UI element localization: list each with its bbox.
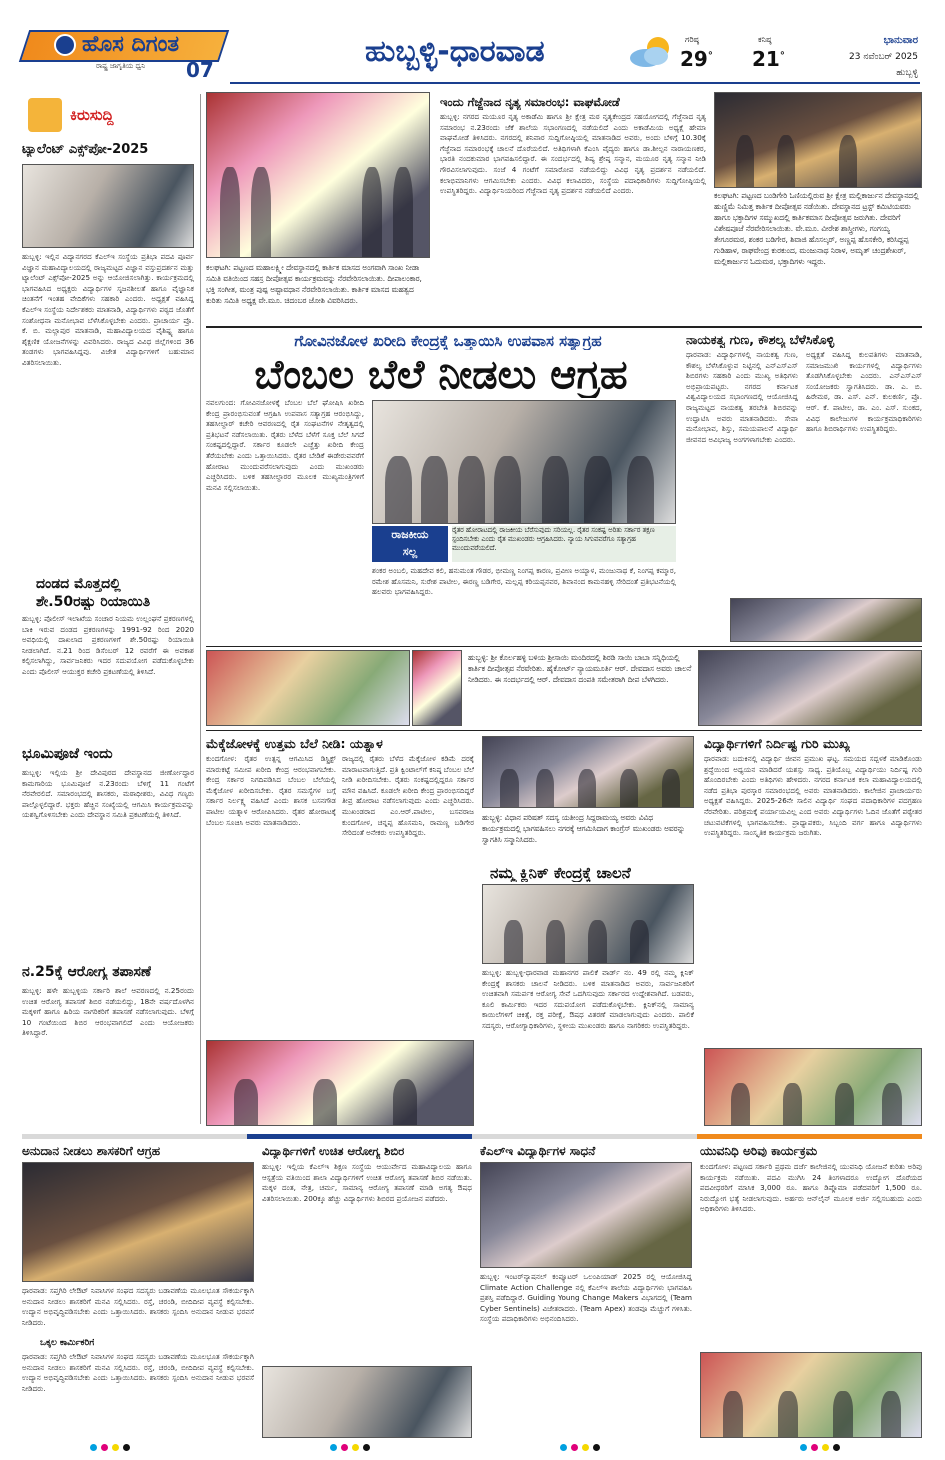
leadership-body-2: ಅಧ್ಯಕ್ಷತೆ ವಹಿಸಿದ್ದ ಕುಲಪತಿಗಳು ಮಾತನಾಡಿ, ಸಮಾಜಮುಖಿ ಕಾರ್ಯಗಳಲ್ಲಿ ವಿದ್ಯಾರ್ಥಿಗಳು ತೊಡಗಿಸಿಕೊಳ್ಳಬೇಕು ಎಂದರು. ಎನ್‌ಎಸ್‌ಎಸ್ ಸಂಯೋಜಕರು ಸ್ವಾಗತಿಸಿದರು. ಡಾ. ಎ. ಬಿ. ಹಿರೇಮಠ, ಡಾ. ಎಸ್. ಎನ್. ಕುಲಕರ್ಣಿ, ಪ್ರೊ. ಆರ್. ಕೆ. ಪಾಟೀಲ, ಡಾ. ಎಂ. ಎಸ್. ಸುಂಕದ, ವಿವಿಧ ಕಾಲೇಜುಗಳ ಕಾರ್ಯಕ್ರಮಾಧಿಕಾರಿಗಳು ಹಾಗೂ ಶಿಬಿರಾರ್ಥಿಗಳು ಉಪಸ್ಥಿತರಿದ್ದರು. (806, 350, 922, 434)
leadership-body-1: ಧಾರವಾಡ: ವಿದ್ಯಾರ್ಥಿಗಳಲ್ಲಿ ನಾಯಕತ್ವ ಗುಣ, ಕೌಶಲ್ಯ ಬೆಳೆಸಿಕೊಳ್ಳುವ ನಿಟ್ಟಿನಲ್ಲಿ ಎನ್‌ಎಸ್‌ಎಸ್ ಶಿಬಿರಗಳು ಸಹಕಾರಿ ಎಂದು ಮುಖ್ಯ ಅತಿಥಿಗಳು ಅಭಿಪ್ರಾಯಪಟ್ಟರು. ನಗರದ ಕರ್ನಾಟಕ ವಿಶ್ವವಿದ್ಯಾಲಯದ ಸಭಾಂಗಣದಲ್ಲಿ ಆಯೋಜಿಸಿದ್ದ ರಾಜ್ಯಮಟ್ಟದ ನಾಯಕತ್ವ ತರಬೇತಿ ಶಿಬಿರವನ್ನು ಉದ್ಘಾಟಿಸಿ ಅವರು ಮಾತನಾಡಿದರು. ಸೇವಾ ಮನೋಭಾವ, ಶಿಸ್ತು, ಸಮಯಪಾಲನೆ ವಿದ್ಯಾರ್ಥಿ ಜೀವನದ ಅವಿಭಾಜ್ಯ ಅಂಗಗಳಾಗಬೇಕು ಎಂದರು. (686, 350, 798, 444)
min-temp (752, 47, 785, 71)
brief-3-title: ಭೂಮಿಪೂಜೆ ಇಂದು (22, 746, 113, 762)
welcome-caption: ಹುಬ್ಬಳ್ಳಿ: ವಿಧಾನ ಪರಿಷತ್ ಸದಸ್ಯ ಯತೀಂದ್ರ ಸಿದ್ದರಾಮಯ್ಯ ಅವರು ವಿವಿಧ ಕಾರ್ಯಕ್ರಮದಲ್ಲಿ ಭಾಗವಹಿಸಲು ನಗರಕ್ಕೆ ಆಗಮಿಸಿದಾಗ ಕಾಂಗ್ರೆಸ್ ಮುಖಂಡರು ಅವರನ್ನು ಸ್ವಾಗತಿಸಿ ಸನ್ಮಾನಿಸಿದರು. (482, 812, 694, 858)
maize-body-1: ಕುಂದಗೋಳ: ರೈತರ ಉತ್ಪನ್ನ ಆಗಮಿಸಿದ ಡಿಸ್ಟ್ರಿಕ್ಟ್ ಮಾರುಕಟ್ಟೆ ಸಮೀಪ ಖರೀದಿ ಕೇಂದ್ರ ಆರಂಭವಾಗಬೇಕು. ಕೇಂದ್ರ ಸರ್ಕಾರ ನಿಗದಿಪಡಿಸಿದ ಬೆಂಬಲ ಬೆಲೆಯಲ್ಲಿ ಮೆಕ್ಕೆಜೋಳ ಖರೀದಿಸಬೇಕು. ರೈತರ ಸಮಸ್ಯೆಗಳ ಬಗ್ಗೆ ಸರ್ಕಾರ ನಿರ್ಲಕ್ಷ್ಯ ವಹಿಸಿದೆ ಎಂದು ಶಾಸಕ ಬಸನಗೌಡ ಪಾಟೀಲ ಯತ್ನಾಳ ಆರೋಪಿಸಿದರು. ರೈತರ ಹೋರಾಟಕ್ಕೆ ಬೆಂಬಲ ಸೂಚಿಸಿ ಅವರು ಮಾತನಾಡಿದರು. (206, 754, 336, 827)
clinic-title: ನಮ್ಮ ಕ್ಲಿನಿಕ್ ಕೇಂದ್ರಕ್ಕೆ ಚಾಲನೆ (490, 864, 631, 882)
city-name: ಹುಬ್ಬಳ್ಳಿ (896, 68, 918, 78)
temple-right-caption: ಕಲಘಟಗಿ: ಪಟ್ಟಣದ ಬಂಡಿಗೇರಿ ಓಣಿಯಲ್ಲಿರುವ ಶ್ರೀ ಕ್ಷೇತ್ರ ಮಲ್ಲಿಕಾರ್ಜುನ ದೇವಸ್ಥಾನದಲ್ಲಿ ಹುಣ್ಣಿಮೆ ನಿಮಿತ್ತ ಕಾರ್ತಿಕ ದೀಪೋತ್ಸವ ನಡೆಯಿತು. ದೇವಸ್ಥಾನದ ಟ್ರಸ್ಟ್ ಕಮಿಟಿಯವರು ಹಾಗೂ ಭಕ್ತಾದಿಗಳ ಸಮ್ಮುಖದಲ್ಲಿ ಕಾರ್ತಿಕಮಾಸ ದೀಪೋತ್ಸವ ಜರುಗಿತು. ದೇವರಿಗೆ ವಿಶೇಷಪೂಜೆ ನೆರವೇರಿಸಲಾಯಿತು. ವೇ.ಮೂ. ವೀರೇಶ ಶಾಸ್ತ್ರೀಗಳು, ಗಂಗಯ್ಯ ತೇಗೂರಮಠ, ಶಂಕರ ಬಡಿಗೇರ, ಶಿವಾಜಿ ಹೊಸಲ್ಕರ್, ಅಣ್ಣಪ್ಪ ಹೊಸಕೇರಿ, ಕರಿಸಿದ್ದಪ್ಪ ಗುಡಿಹಾಳ, ರಾಘವೇಂದ್ರ ಕುರಕುಂದ, ಮಂಜುನಾಥ ನಿರಾಳ, ಅಮೃತ್ ಚಂದ್ರಶೇಖರ್, ಮಲ್ಲಿಕಾರ್ಜುನ ಓದುಮಠ, ಭಕ್ತಾದಿಗಳು ಇದ್ದರು. (714, 190, 922, 324)
issue-date: 23 ನವೆಂಬರ್ 2025 (849, 52, 918, 62)
brief-1-title: ಟ್ಯಾಲೆಂಟ್ ಎಕ್ಸ್‌ಪೋ-2025 (22, 142, 149, 157)
leadership-photo (730, 598, 922, 642)
edition-title: ಹುಬ್ಬಳ್ಳಿ-ಧಾರವಾಡ (365, 34, 545, 69)
max-temp-degree: ° (707, 50, 713, 62)
yuvanidhi-title: ಯುವನಿಧಿ ಅರಿವು ಕಾರ್ಯಕ್ರಮ (700, 1144, 818, 1158)
section-label: ಕಿರುಸುದ್ದಿ (70, 106, 114, 124)
registration-marks-3 (560, 1444, 600, 1458)
maize-title: ಮೆಕ್ಕೆಜೋಳಕ್ಕೆ ಉತ್ತಮ ಬೆಲೆ ನೀಡಿ: ಯತ್ನಾಳ (206, 736, 383, 751)
sai-temple-caption: ಹುಬ್ಬಳ್ಳಿ: ಶ್ರೀ ಕೊರ್ಲಹಳ್ಳಿ ಬಳಿಯ ಶ್ರೀಸಾಯಿ ಮಂದಿರದಲ್ಲಿ ಶಿರಡಿ ಸಾಯಿ ಬಾಬಾ ಸನ್ನಿಧಿಯಲ್ಲಿ ಕಾರ್ತಿಕ ದೀಪೋತ್ಸವ ನೆರವೇರಿತು. ಹೈಕೋರ್ಟ್ ನ್ಯಾಯಮೂರ್ತಿ ಆರ್. ದೇವದಾಸ ಅವರು ಚಾಲನೆ ನೀಡಿದರು. ಈ ಸಂದರ್ಭದಲ್ಲಿ ಆರ್. ದೇವದಾಸ ದಂಪತಿ ಸಮೇತರಾಗಿ ದೀಪ ಬೆಳಗಿದರು. (468, 652, 692, 724)
brief-4-body: ಹುಬ್ಬಳ್ಳಿ: ಹಳೇ ಹುಬ್ಬಳ್ಳಿಯ ಸರ್ಕಾರಿ ಶಾಲೆ ಆವರಣದಲ್ಲಿ ನ.25ರಂದು ಉಚಿತ ಆರೋಗ್ಯ ತಪಾಸಣೆ ಶಿಬಿರ ನಡೆಯಲಿದ್ದು, 18ನೇ ವರ್ಷದೊಳಗಿನ ಮಕ್ಕಳಿಗೆ ಹಾಗೂ ಹಿರಿಯ ನಾಗರಿಕರಿಗೆ ತಪಾಸಣೆ ನಡೆಸಲಾಗುವುದು. ಬೆಳಿಗ್ಗೆ 10 ಗಂಟೆಯಿಂದ ಶಿಬಿರ ಆರಂಭವಾಗಲಿದೆ ಎಂದು ಆಯೋಜಕರು ತಿಳಿಸಿದ್ದಾರೆ. (22, 986, 194, 1038)
sun-cloud-icon (628, 34, 676, 70)
row-rule-2 (206, 646, 922, 647)
column-divider (200, 94, 201, 1124)
page-number: 07 (186, 58, 214, 82)
lead-photo-caption: ರೈತರ ಹೋರಾಟದಲ್ಲಿ ರಾಜಕೀಯ ಬೆರೆಸುವುದು ಸರಿಯಲ್ಲ. ರೈತರ ಸಂಕಷ್ಟ ಅರಿತು ಸರ್ಕಾರ ತಕ್ಷಣ ಸ್ಪಂದಿಸಬೇಕು ಎಂದು ರೈತ ಮುಖಂಡರು ಆಗ್ರಹಿಸಿದರು. ನ್ಯಾಯ ಸಿಗುವವರೆಗೂ ಸತ್ಯಾಗ್ರಹ ಮುಂದುವರೆಯಲಿದೆ. (452, 526, 676, 562)
kle-body: ಹುಬ್ಬಳ್ಳಿ: ಇಂಟರ್‌ನ್ಯಾಷನಲ್ ಕಂಪ್ಯೂಟರ್ ಒಲಂಪಿಯಾಡ್ 2025 ರಲ್ಲಿ ಆಯೋಜಿಸಿದ್ದ Climate Action Challenge ನಲ್ಲಿ ಕೆಎಲ್‌ಇ ಶಾಲೆಯ ವಿದ್ಯಾರ್ಥಿಗಳು ಭಾಗವಹಿಸಿ ಪ್ರಶಸ್ತಿ ಪಡೆದಿದ್ದಾರೆ. Guiding Young Change Makers ವಿಭಾಗದಲ್ಲಿ (Team Cyber Sentinels) ವಿಜೇತರಾದರು. (Team Apex) ತಂಡವೂ ಮೆಚ್ಚುಗೆ ಗಳಿಸಿತು. ಸಂಸ್ಥೆಯ ಪದಾಧಿಕಾರಿಗಳು ಅಭಿನಂದಿಸಿದರು. (480, 1272, 692, 1324)
registration-marks (90, 1444, 130, 1458)
min-temp-degree: ° (779, 50, 785, 62)
temple-left-caption: ಕಲಘಟಗಿ: ಪಟ್ಟಣದ ಮಹಾಲಕ್ಷ್ಮೀ ದೇವಸ್ಥಾನದಲ್ಲಿ ಕಾರ್ತಿಕ ಮಾಸದ ಅಂಗವಾಗಿ ಸಾಂಖ ನೀಡಾ ಸಮಿತಿ ವತಿಯಿಂದ ಸಹಸ್ರ ದೀಪೋತ್ಸವ ಕಾರ್ಯಕ್ರಮವನ್ನು ನೆರವೇರಿಸಲಾಯಿತು. ದೀಪಾಲಂಕಾರ, ಭಕ್ತಿ ಸಂಗೀತ, ಮಂತ್ರ ಪುಷ್ಪ ಅಷ್ಟಾವಧಾನ ನೆರವೇರಿಸಲಾಯಿತು. ಕಾರ್ತಿಕ ಮಾಸದ ಮಹತ್ವದ ಕುರಿತು ಸಮಿತಿ ಅಧ್ಯಕ್ಷ ವೇ.ಮೂ. ಚಿದಂಬರ ಜೋಶಿ ವಿವರಿಸಿದರು. (206, 262, 430, 324)
sai-temple-photo-3 (698, 650, 922, 726)
grant-subhead: ಒಕ್ಕಲ ಕಾರ್ಮಿಕರಿಗೆ (40, 1338, 95, 1348)
brand-name: ಹೊಸ ದಿಗಂತ (82, 32, 180, 57)
lead-kicker: ಗೋವಿನಜೋಳ ಖರೀದಿ ಕೇಂದ್ರಕ್ಕೆ ಒತ್ತಾಯಿಸಿ ಉಪವಾಸ ಸತ್ಯಾಗ್ರಹ (294, 332, 602, 350)
leadership-title: ನಾಯಕತ್ವ ಗುಣ, ಕೌಶಲ್ಯ ಬೆಳೆಸಿಕೊಳ್ಳಿ (686, 332, 835, 347)
sai-temple-photo-1 (206, 650, 410, 726)
goal-title: ವಿದ್ಯಾರ್ಥಿಗಳಿಗೆ ನಿರ್ದಿಷ್ಟ ಗುರಿ ಮುಖ್ಯ (704, 736, 850, 751)
brief-4-title: ನ.25ಕ್ಕೆ ಆರೋಗ್ಯ ತಪಾಸಣೆ (22, 964, 152, 980)
goal-photo (704, 1048, 922, 1126)
grant-photo (22, 1162, 254, 1282)
brief-2-title-line2: ಶೇ.50ರಷ್ಟು ರಿಯಾಯಿತಿ (36, 594, 151, 610)
kle-title: ಕೆಎಲ್‌ಇ ವಿದ್ಯಾರ್ಥಿಗಳ ಸಾಧನೆ (480, 1144, 596, 1158)
brief-2-title-line1: ದಂಡದ ಮೊತ್ತದಲ್ಲಿ (36, 576, 121, 592)
yuvanidhi-photo (700, 1352, 922, 1438)
health-camp-title: ವಿದ್ಯಾರ್ಥಿಗಳಿಗೆ ಉಚಿತ ಆರೋಗ್ಯ ಶಿಬಿರ (262, 1144, 405, 1158)
brand-tagline: ರಾಷ್ಟ್ರ ಜಾಗೃತಿಯ ಧ್ವನಿ (96, 62, 146, 70)
brief-1-photo (22, 164, 194, 248)
maize-photo (206, 1040, 474, 1126)
dance-story-title: ಇಂದು ಗೆಜ್ಜೆನಾದ ನೃತ್ಯ ಸಮಾರಂಭ: ವಾಘಮೋಡೆ (440, 95, 620, 109)
registration-marks-4 (800, 1444, 840, 1458)
temple-photo-right (714, 92, 922, 188)
welcome-photo (482, 736, 694, 808)
max-temp-value: 29 (680, 47, 708, 71)
min-temp-label: ಕನಿಷ್ಠ (758, 35, 772, 44)
lead-protest-photo (372, 400, 676, 524)
yuvanidhi-body: ಕುಂದಗೋಳ: ಪಟ್ಟಣದ ಸರ್ಕಾರಿ ಪ್ರಥಮ ದರ್ಜೆ ಕಾಲೇಜಿನಲ್ಲಿ ಯುವನಿಧಿ ಯೋಜನೆ ಕುರಿತು ಅರಿವು ಕಾರ್ಯಕ್ರಮ ನಡೆಯಿತು. ಪದವಿ ಮುಗಿಸಿ 24 ತಿಂಗಳಾದರೂ ಉದ್ಯೋಗ ದೊರೆಯದ ಪದವೀಧರರಿಗೆ ಮಾಸಿಕ 3,000 ರೂ. ಹಾಗೂ ಡಿಪ್ಲೊಮಾ ಪಡೆದವರಿಗೆ 1,500 ರೂ. ನಿರುದ್ಯೋಗ ಭತ್ಯೆ ನೀಡಲಾಗುವುದು. ಅರ್ಹರು ಆನ್‌ಲೈನ್ ಮೂಲಕ ಅರ್ಜಿ ಸಲ್ಲಿಸಬಹುದು ಎಂದು ಅಧಿಕಾರಿಗಳು ತಿಳಿಸಿದರು. (700, 1162, 922, 1214)
lead-body-1: ನವಲಗುಂದ: ಗೋವಿನಜೋಳಕ್ಕೆ ಬೆಂಬಲ ಬೆಲೆ ಘೋಷಿಸಿ ಖರೀದಿ ಕೇಂದ್ರ ಪ್ರಾರಂಭಿಸುವಂತೆ ಆಗ್ರಹಿಸಿ ಉಪವಾಸ ಸತ್ಯಾಗ್ರಹ ಆರಂಭಿಸಿದ್ದು, ತಹಸೀಲ್ದಾರ್ ಕಚೇರಿ ಆವರಣದಲ್ಲಿ ರೈತ ಸಂಘಟನೆಗಳ ನೇತೃತ್ವದಲ್ಲಿ ಪ್ರತಿಭಟನೆ ನಡೆಸಲಾಯಿತು. ರೈತರು ಬೆಳೆದ ಬೆಳೆಗೆ ಸೂಕ್ತ ಬೆಲೆ ಸಿಗದೆ ಸಂಕಷ್ಟದಲ್ಲಿದ್ದಾರೆ. ಸರ್ಕಾರ ಕೂಡಲೇ ಎಚ್ಚೆತ್ತು ಖರೀದಿ ಕೇಂದ್ರ ತೆರೆಯಬೇಕು ಎಂದು ಒತ್ತಾಯಿಸಿದರು. ರೈತರ ಬೇಡಿಕೆ ಈಡೇರುವವರೆಗೆ ಹೋರಾಟ ಮುಂದುವರೆಸಲಾಗುವುದು ಎಂದು ಮುಖಂಡರು ಎಚ್ಚರಿಸಿದರು. ಬಳಿಕ ತಹಸೀಲ್ದಾರರ ಮೂಲಕ ಮುಖ್ಯಮಂತ್ರಿಗಳಿಗೆ ಮನವಿ ಸಲ್ಲಿಸಲಾಯಿತು. (206, 398, 364, 492)
min-temp-value: 21 (752, 47, 780, 71)
registration-marks-2 (330, 1444, 370, 1458)
brand-logo-icon (54, 34, 76, 56)
politics-badge (372, 526, 448, 562)
kle-photo (480, 1162, 692, 1268)
clinic-body: ಹುಬ್ಬಳ್ಳಿ: ಹುಬ್ಬಳ್ಳಿ-ಧಾರವಾಡ ಮಹಾನಗರ ಪಾಲಿಕೆ ವಾರ್ಡ್ ನಂ. 49 ರಲ್ಲಿ ನಮ್ಮ ಕ್ಲಿನಿಕ್ ಕೇಂದ್ರಕ್ಕೆ ಶಾಸಕರು ಚಾಲನೆ ನೀಡಿದರು. ಬಳಿಕ ಮಾತನಾಡಿದ ಅವರು, ಸಾರ್ವಜನಿಕರಿಗೆ ಉಚಿತವಾಗಿ ಸಮರ್ಪಕ ಆರೋಗ್ಯ ಸೇವೆ ಒದಗಿಸುವುದು ಸರ್ಕಾರದ ಉದ್ದೇಶವಾಗಿದೆ. ಬಡವರು, ಕೂಲಿ ಕಾರ್ಮಿಕರು ಇದರ ಸದುಪಯೋಗ ಪಡೆದುಕೊಳ್ಳಬೇಕು. ಕ್ಲಿನಿಕ್‌ನಲ್ಲಿ ಸಾಮಾನ್ಯ ಕಾಯಿಲೆಗಳಿಗೆ ಚಿಕಿತ್ಸೆ, ರಕ್ತ ಪರೀಕ್ಷೆ, ಔಷಧ ವಿತರಣೆ ಮಾಡಲಾಗುವುದು ಎಂದರು. ಪಾಲಿಕೆ ಸದಸ್ಯರು, ಆರೋಗ್ಯಾಧಿಕಾರಿಗಳು, ಸ್ಥಳೀಯ ಮುಖಂಡರು ಹಾಗೂ ನಾಗರಿಕರು ಉಪಸ್ಥಿತರಿದ್ದರು. (482, 968, 694, 1030)
sai-temple-photo-2 (412, 650, 462, 726)
masthead-rule (230, 82, 920, 84)
politics-badge-line2: ಸಲ್ಲ (402, 545, 418, 558)
lead-headline: ಬೆಂಬಲ ಬೆಲೆ ನೀಡಲು ಆಗ್ರಹ (254, 352, 628, 398)
politics-badge-line1: ರಾಜಕೀಯ (391, 528, 429, 541)
grant-body: ಧಾರವಾಡ: ಸಪ್ತಗಿರಿ ಲೇಔಟ್ ನಿವಾಸಿಗಳ ಸಂಘದ ಸದಸ್ಯರು ಬಡಾವಣೆಯ ಮೂಲಭೂತ ಸೌಕರ್ಯಕ್ಕಾಗಿ ಅನುದಾನ ನೀಡಲು ಶಾಸಕರಿಗೆ ಮನವಿ ಸಲ್ಲಿಸಿದರು. ರಸ್ತೆ, ಚರಂಡಿ, ಬೀದಿದೀಪ ವ್ಯವಸ್ಥೆ ಕಲ್ಪಿಸಬೇಕು. ಉದ್ಯಾನ ಅಭಿವೃದ್ಧಿಪಡಿಸಬೇಕು ಎಂದು ಒತ್ತಾಯಿಸಿದರು. ಶಾಸಕರು ಸ್ಪಂದಿಸಿ ಅನುದಾನ ನೀಡುವ ಭರವಸೆ ನೀಡಿದರು. (22, 1286, 254, 1327)
max-temp (680, 47, 713, 71)
grant-title: ಅನುದಾನ ನೀಡಲು ಶಾಸಕರಿಗೆ ಆಗ್ರಹ (22, 1144, 161, 1158)
maize-body-2: ರಾಜ್ಯದಲ್ಲಿ ರೈತರು ಬೆಳೆದ ಮೆಕ್ಕೆಜೋಳ ಕಡಿಮೆ ದರಕ್ಕೆ ಮಾರಾಟವಾಗುತ್ತಿದೆ. ಪ್ರತಿ ಕ್ವಿಂಟಾಲ್‌ಗೆ ಕನಿಷ್ಠ ಬೆಂಬಲ ಬೆಲೆ ನೀಡಿ ಖರೀದಿಸಬೇಕು. ರೈತರು ಸಂಕಷ್ಟದಲ್ಲಿದ್ದರೂ ಸರ್ಕಾರ ಮೌನ ವಹಿಸಿದೆ. ಕೂಡಲೇ ಖರೀದಿ ಕೇಂದ್ರ ಪ್ರಾರಂಭಿಸದಿದ್ದರೆ ತೀವ್ರ ಹೋರಾಟ ನಡೆಸಲಾಗುವುದು ಎಂದು ಎಚ್ಚರಿಸಿದರು. ಮುಖಂಡರಾದ ಎಂ.ಆರ್.ಪಾಟೀಲ, ಬಸವರಾಜ ಕುಂದಗೋಳ, ಚನ್ನಪ್ಪ ಹೊಸಮನಿ, ರಾಮಣ್ಣ ಬಡಿಗೇರ ಸೇರಿದಂತೆ ಅನೇಕರು ಉಪಸ್ಥಿತರಿದ್ದರು. (342, 754, 474, 838)
health-camp-photo (262, 1366, 472, 1438)
max-temp-label: ಗರಿಷ್ಠ (685, 35, 699, 44)
goal-body: ಧಾರವಾಡ: ಬದುಕಿನಲ್ಲಿ ವಿದ್ಯಾರ್ಥಿ ಜೀವನ ಪ್ರಮುಖ ಘಟ್ಟ. ಸಮಯದ ಸದ್ಬಳಕೆ ಮಾಡಿಕೊಂಡು ಶ್ರದ್ಧೆಯಿಂದ ಅಧ್ಯಯನ ಮಾಡಿದರೆ ಯಶಸ್ಸು ಸಾಧ್ಯ. ಪ್ರತಿಯೊಬ್ಬ ವಿದ್ಯಾರ್ಥಿಯು ನಿರ್ದಿಷ್ಟ ಗುರಿ ಹೊಂದಿರಬೇಕು ಎಂದು ಅತಿಥಿಗಳು ಹೇಳಿದರು. ನಗರದ ಕರ್ನಾಟಕ ಕಲಾ ಮಹಾವಿದ್ಯಾಲಯದಲ್ಲಿ ನಡೆದ ಪ್ರತಿಭಾ ಪುರಸ್ಕಾರ ಸಮಾರಂಭದಲ್ಲಿ ಅವರು ಮಾತನಾಡಿದರು. ಕಾಲೇಜಿನ ಪ್ರಾಚಾರ್ಯರು ಅಧ್ಯಕ್ಷತೆ ವಹಿಸಿದ್ದರು. 2025-26ನೇ ಸಾಲಿನ ವಿದ್ಯಾರ್ಥಿ ಸಂಘದ ಪದಾಧಿಕಾರಿಗಳ ಪದಗ್ರಹಣ ನೆರವೇರಿತು. ಪರಿಶ್ರಮಕ್ಕೆ ಪರ್ಯಾಯವಿಲ್ಲ ಎಂದ ಅವರು ವಿದ್ಯಾರ್ಥಿಗಳು ಓದಿನ ಜೊತೆಗೆ ಪಠ್ಯೇತರ ಚಟುವಟಿಕೆಗಳಲ್ಲಿ ಭಾಗವಹಿಸಬೇಕು. ಪ್ರಾಧ್ಯಾಪಕರು, ಸಿಬ್ಬಂದಿ ವರ್ಗ ಹಾಗೂ ವಿದ್ಯಾರ್ಥಿಗಳು ಉಪಸ್ಥಿತರಿದ್ದರು. ಸಾಂಸ್ಕೃತಿಕ ಕಾರ್ಯಕ್ರಮ ಜರುಗಿತು. (704, 754, 922, 838)
brief-1-body: ಹುಬ್ಬಳ್ಳಿ: ಇಲ್ಲಿನ ವಿದ್ಯಾನಗರದ ಕೆಎಲ್‌ಇ ಸಂಸ್ಥೆಯ ಪ್ರತಿಭಾ ಪದವಿ ಪೂರ್ವ ವಿಜ್ಞಾನ ಮಹಾವಿದ್ಯಾಲಯದಲ್ಲಿ ರಾಜ್ಯಮಟ್ಟದ ವಿಜ್ಞಾನ ವಸ್ತುಪ್ರದರ್ಶನ ಮತ್ತು ಟ್ಯಾಲೆಂಟ್ ಎಕ್ಸ್‌ಪೋ-2025 ಅನ್ನು ಆಯೋಜಿಸಲಾಗಿತ್ತು. ಕಾರ್ಯಕ್ರಮದಲ್ಲಿ ಭಾಗವಹಿಸಿದ ಅಧ್ಯಕ್ಷರು ವಿದ್ಯಾರ್ಥಿಗಳ ಸೃಜನಶೀಲತೆ ಹಾಗೂ ವೈಜ್ಞಾನಿಕ ಚಿಂತನೆಗೆ ಇಂತಹ ವೇದಿಕೆಗಳು ಸಹಕಾರಿ ಎಂದರು. ಅಧ್ಯಕ್ಷತೆ ವಹಿಸಿದ್ದ ಕೆಎಲ್‌ಇ ಸಂಸ್ಥೆಯ ನಿರ್ದೇಶಕರು ಮಾತನಾಡಿ, ವಿದ್ಯಾರ್ಥಿಗಳು ಪಠ್ಯದ ಜೊತೆಗೆ ಸಂಶೋಧನಾ ಮನೋಭಾವ ಬೆಳೆಸಿಕೊಳ್ಳಬೇಕು ಎಂದರು. ಪ್ರಾಚಾರ್ಯ ಪ್ರೊ. ಕೆ. ಬಿ. ಮಲ್ಲಾಪುರ ಮಾತನಾಡಿ, ಮಹಾವಿದ್ಯಾಲಯದ ವೈಶಿಷ್ಟ್ಯ ಹಾಗೂ ಶೈಕ್ಷಣಿಕ ಯೋಜನೆಗಳನ್ನು ವಿವರಿಸಿದರು. ರಾಜ್ಯದ ವಿವಿಧ ಜಿಲ್ಲೆಗಳಿಂದ 36 ತಂಡಗಳು ಭಾಗವಹಿಸಿದ್ದವು. ವಿಜೇತ ವಿದ್ಯಾರ್ಥಿಗಳಿಗೆ ಬಹುಮಾನ ವಿತರಿಸಲಾಯಿತು. (22, 252, 194, 367)
left-column (22, 92, 194, 1130)
health-camp-body: ಹುಬ್ಬಳ್ಳಿ: ಇಲ್ಲಿಯ ಕೆಎಲ್‌ಇ ಶಿಕ್ಷಣ ಸಂಸ್ಥೆಯ ಆಯುರ್ವೇದ ಮಹಾವಿದ್ಯಾಲಯ ಹಾಗೂ ಆಸ್ಪತ್ರೆಯ ವತಿಯಿಂದ ಶಾಲಾ ವಿದ್ಯಾರ್ಥಿಗಳಿಗೆ ಉಚಿತ ಆರೋಗ್ಯ ತಪಾಸಣೆ ಶಿಬಿರ ನಡೆಯಿತು. ಮಕ್ಕಳ ದಂತ, ನೇತ್ರ, ಚರ್ಮ, ಸಾಮಾನ್ಯ ಆರೋಗ್ಯ ತಪಾಸಣೆ ಮಾಡಿ ಅಗತ್ಯ ಔಷಧ ವಿತರಿಸಲಾಯಿತು. 200ಕ್ಕೂ ಹೆಚ್ಚು ವಿದ್ಯಾರ್ಥಿಗಳು ಶಿಬಿರದ ಪ್ರಯೋಜನ ಪಡೆದರು. (262, 1162, 472, 1203)
weekday: ಭಾನುವಾರ (883, 35, 918, 46)
row-rule-1 (206, 326, 922, 328)
brief-3-body: ಹುಬ್ಬಳ್ಳಿ: ಇಲ್ಲಿಯ ಶ್ರೀ ದೇವಿಪುರದ ದೇವಸ್ಥಾನದ ಜೀರ್ಣೋದ್ಧಾರ ಕಾಮಗಾರಿಯ ಭೂಮಿಪೂಜೆ ನ.23ರಂದು ಬೆಳಿಗ್ಗೆ 11 ಗಂಟೆಗೆ ನೆರವೇರಲಿದೆ. ಸಮಾರಂಭದಲ್ಲಿ ಶಾಸಕರು, ಮಠಾಧೀಶರು, ವಿವಿಧ ಗಣ್ಯರು ಪಾಲ್ಗೊಳ್ಳಲಿದ್ದಾರೆ. ಭಕ್ತರು ಹೆಚ್ಚಿನ ಸಂಖ್ಯೆಯಲ್ಲಿ ಆಗಮಿಸಿ ಕಾರ್ಯಕ್ರಮವನ್ನು ಯಶಸ್ವಿಗೊಳಿಸಬೇಕು ಎಂದು ದೇವಸ್ಥಾನ ಸಮಿತಿ ಪ್ರಕಟಣೆಯಲ್ಲಿ ತಿಳಿಸಿದೆ. (22, 768, 194, 820)
brief-section-header (22, 98, 194, 134)
grant-body-cont: ಧಾರವಾಡ: ಸಪ್ತಗಿರಿ ಲೇಔಟ್ ನಿವಾಸಿಗಳ ಸಂಘದ ಸದಸ್ಯರು ಬಡಾವಣೆಯ ಮೂಲಭೂತ ಸೌಕರ್ಯಕ್ಕಾಗಿ ಅನುದಾನ ನೀಡಲು ಶಾಸಕರಿಗೆ ಮನವಿ ಸಲ್ಲಿಸಿದರು. ರಸ್ತೆ, ಚರಂಡಿ, ಬೀದಿದೀಪ ವ್ಯವಸ್ಥೆ ಕಲ್ಪಿಸಬೇಕು. ಉದ್ಯಾನ ಅಭಿವೃದ್ಧಿಪಡಿಸಬೇಕು ಎಂದು ಒತ್ತಾಯಿಸಿದರು. ಶಾಸಕರು ಸ್ಪಂದಿಸಿ ಅನುದಾನ ನೀಡುವ ಭರವಸೆ ನೀಡಿದರು. (22, 1352, 254, 1393)
finger-icon (28, 98, 62, 132)
masthead (0, 0, 945, 92)
bottom-color-band (22, 1134, 922, 1139)
dance-story-body: ಹುಬ್ಬಳ್ಳಿ: ನಗರದ ಮಯೂರ ನೃತ್ಯ ಅಕಾಡೆಮಿ ಹಾಗೂ ಶ್ರೀ ಕ್ಷೇತ್ರ ಮಠ ನೃತ್ಯಕೇಂದ್ರದ ಸಹಯೋಗದಲ್ಲಿ ಗೆಜ್ಜೆನಾದ ನೃತ್ಯ ಸಮಾರಂಭ ನ.23ರಂದು ಜೆಕೆ ಶಾಲೆಯ ಸಭಾಂಗಣದಲ್ಲಿ ನಡೆಯಲಿದೆ ಎಂದು ಅಕಾಡೆಮಿಯ ಅಧ್ಯಕ್ಷೆ ಹೇಮಾ ವಾಘಮೋಡೆ ತಿಳಿಸಿದರು. ನಗರದಲ್ಲಿ ಶನಿವಾರ ಸುದ್ದಿಗೋಷ್ಠಿಯಲ್ಲಿ ಮಾತನಾಡಿದ ಅವರು, ಅಂದು ಬೆಳಿಗ್ಗೆ 10.30ಕ್ಕೆ ಗೆಜ್ಜೆನಾದ ಸಮಾರಂಭಕ್ಕೆ ಚಾಲನೆ ದೊರೆಯಲಿದೆ. ಅತಿಥಿಗಳಾಗಿ ಕೆಎಂಸಿ ವೈದ್ಯರು ಹಾಗೂ ಡಾ.ಶೀಲ್ಪನ ನಾರಾಯಣಕರ, ಭಾರತಿ ನಂದಕುಮಾರ ಭಾಗವಹಿಸಲಿದ್ದಾರೆ. ಈ ಸಂದರ್ಭದಲ್ಲಿ ಶಿಷ್ಯ ಶ್ರೇಷ್ಠ ಸನ್ಮಾನ, ಮಯೂರ ನೃತ್ಯ ಸನ್ಮಾನ ನೀಡಿ ಗೌರವಿಸಲಾಗುವುದು. ಸಂಜೆ 4 ಗಂಟೆಗೆ ಸಮಾರೋಪ ನಡೆಯಲಿದ್ದು ವಿವಿಧ ನೃತ್ಯ ಪ್ರದರ್ಶನ ನಡೆಯಲಿದೆ. ಕಲಾಭಿಮಾನಿಗಳು ಆಗಮಿಸಬೇಕು ಎಂದರು. ವಿವಿಧ ಕಲಾವಿದರು, ಸಂಸ್ಥೆಯ ಪದಾಧಿಕಾರಿಗಳು ಸುದ್ದಿಗೋಷ್ಠಿಯಲ್ಲಿ ಉಪಸ್ಥಿತರಿದ್ದರು. ವಿದ್ಯಾರ್ಥಿನಿಯರಿಂದ ಗೆಜ್ಜೆನಾದ ನೃತ್ಯ ಪ್ರದರ್ಶನ ನಡೆಯಲಿದೆ ಎಂದರು. (440, 112, 706, 196)
row-rule-3 (206, 730, 922, 731)
clinic-photo (482, 884, 694, 964)
lead-body-2: ಶಂಕರ ಅಂಬಲಿ, ಮಹದೇವ ಕಲಿ, ಹನುಮಂತ ಗೌಡರ, ಭೀಮಣ್ಣ ನಿಂಗಪ್ಪ ಕಾರಣ, ಪ್ರವೀಣ ಅಯ್ಯಾಳ, ಮಂಜುನಾಥ ಕೆ, ನಿಂಗಪ್ಪ ಕಮ್ಮಾರ, ರಮೇಶ ಹೊಸಮನಿ, ಸುರೇಶ ಪಾಟೀಲ, ಈರಣ್ಣ ಬಡಿಗೇರ, ಮಲ್ಲಪ್ಪ ಕರಿಯಪ್ಪನವರ, ಶಿವಾನಂದ ಕಾಮನಹಳ್ಳಿ ಸೇರಿದಂತೆ ಪ್ರತಿಭಟನೆಯಲ್ಲಿ ಹಲವರು ಭಾಗವಹಿಸಿದ್ದರು. (372, 566, 676, 597)
temple-photo-left (206, 92, 430, 258)
brief-2-body: ಹುಬ್ಬಳ್ಳಿ: ಪೊಲೀಸ್ ಇಲಾಖೆಯ ಸಂಚಾರ ನಿಯಮ ಉಲ್ಲಂಘನೆ ಪ್ರಕರಣಗಳಲ್ಲಿ ಬಾಕಿ ಇರುವ ದಂಡದ ಪ್ರಕರಣಗಳನ್ನು 1991-92 ರಿಂದ 2020 ಅವಧಿಯಲ್ಲಿ ದಾಖಲಾದ ಪ್ರಕರಣಗಳಿಗೆ ಶೇ.50ರಷ್ಟು ರಿಯಾಯಿತಿ ನೀಡಲಾಗಿದೆ. ನ.21 ರಿಂದ ಡಿಸೆಂಬರ್ 12 ರವರೆಗೆ ಈ ಅವಕಾಶ ಕಲ್ಪಿಸಲಾಗಿದ್ದು, ಸಾರ್ವಜನಿಕರು ಇದರ ಸದುಪಯೋಗ ಪಡೆದುಕೊಳ್ಳಬೇಕು ಎಂದು ಪೊಲೀಸ್ ಆಯುಕ್ತರ ಕಚೇರಿ ಪ್ರಕಟಣೆಯಲ್ಲಿ ತಿಳಿಸಿದೆ. (22, 614, 194, 676)
